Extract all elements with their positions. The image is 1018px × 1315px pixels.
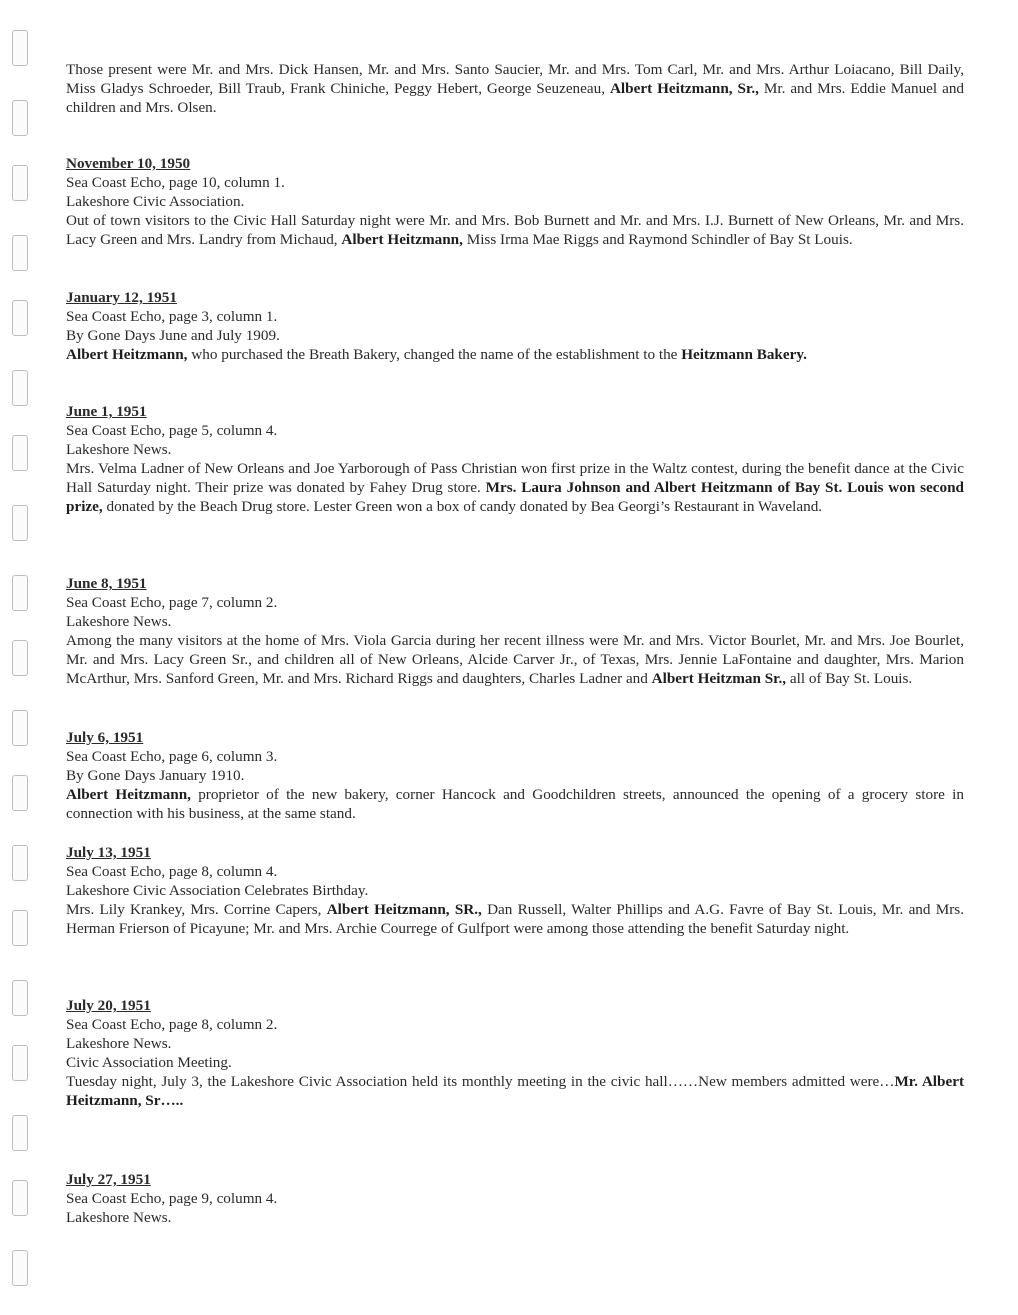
entry-text-end: Dan Russell, Walter Phillips and A.G. Favre of Bay St. Louis, Mr. and Mrs. Herman Frierson of Picayune; Mr. and Mrs. Archie Courrege of Gulfport were among those attending the benefit Saturday night. — [66, 901, 964, 938]
entry-bold-name: Albert Heitzmann, — [341, 231, 463, 249]
entry-body — [66, 631, 964, 688]
entry-jul-20-1951 — [66, 996, 964, 1111]
entry-text: who purchased the Breath Bakery, changed the name of the establishment to the — [187, 346, 682, 364]
entry-text-end: Miss Irma Mae Riggs and Raymond Schindler of Bay St Louis. — [462, 231, 853, 249]
entry-nov-10-1950 — [66, 154, 964, 249]
entry-bold-bakery: Heitzmann Bakery. — [681, 346, 807, 364]
binder-hole — [12, 640, 28, 676]
binder-hole — [12, 1115, 28, 1151]
entry-text-end: all of Bay St. Louis. — [786, 670, 913, 688]
entry-jul-27-1951 — [66, 1170, 964, 1227]
entry-jul-13-1951 — [66, 843, 964, 938]
entry-text: proprietor of the new bakery, corner Hancock and Goodchildren streets, announced the opening of a grocery store in connection with his business, at the same stand. — [66, 786, 964, 823]
binder-hole — [12, 30, 28, 66]
binder-hole — [12, 100, 28, 136]
binder-hole — [12, 435, 28, 471]
binder-hole — [12, 1250, 28, 1286]
entry-section: Lakeshore Civic Association. — [66, 193, 245, 211]
binder-holes — [0, 0, 40, 1315]
entry-body — [66, 211, 964, 249]
entry-body — [66, 785, 964, 823]
entry-source: Sea Coast Echo, page 8, column 2. — [66, 1016, 278, 1034]
intro-bold-name: Albert Heitzmann, Sr., — [609, 80, 759, 98]
entry-bold-name: Mr. Albert Heitzmann, Sr….. — [66, 1073, 965, 1110]
binder-hole — [12, 235, 28, 271]
entry-source: Sea Coast Echo, page 7, column 2. — [66, 594, 278, 612]
intro-text-end: Mr. and Mrs. Eddie Manuel and children and Mrs. Olsen. — [66, 80, 965, 117]
entry-jul-6-1951 — [66, 728, 964, 823]
entry-body — [66, 459, 964, 516]
entry-text: Among the many visitors at the home of Mrs. Viola Garcia during her recent illness were Mr. and Mrs. Victor Bourlet, Mr. and Mrs. Joe Bourlet, Mr. and Mrs. Lacy Green Sr., and children all of New Orleans, Alcide Carver Jr., of Texas, Mrs. Jennie LaFontaine and daughter, Mrs. Marion McArthur, Mrs. Sanford Green, Mr. and Mrs. Richard Riggs and daughters, Charles Ladner and — [66, 632, 964, 688]
entry-body — [66, 900, 964, 938]
entry-bold-prize: Mrs. Laura Johnson and Albert Heitzmann of Bay St. Louis won second prize, — [66, 479, 964, 516]
entry-section: Lakeshore News. — [66, 1209, 172, 1227]
entry-date: November 10, 1950 — [66, 155, 191, 172]
entry-source: Sea Coast Echo, page 3, column 1. — [66, 308, 278, 326]
entry-date: July 13, 1951 — [66, 844, 151, 861]
entry-body — [66, 345, 964, 364]
binder-hole — [12, 575, 28, 611]
entry-jun-1-1951 — [66, 402, 964, 517]
entry-bold-name: Albert Heitzmann, — [66, 786, 191, 804]
entry-body — [66, 1072, 964, 1110]
intro-paragraph — [66, 60, 964, 117]
binder-hole — [12, 505, 28, 541]
binder-hole — [12, 165, 28, 201]
entry-date: January 12, 1951 — [66, 289, 177, 306]
entry-text: Mrs. Lily Krankey, Mrs. Corrine Capers, — [66, 901, 327, 919]
entry-text-end: donated by the Beach Drug store. Lester Green won a box of candy donated by Bea Georgi’s Restaurant in Waveland. — [102, 498, 823, 516]
entry-date: June 8, 1951 — [66, 575, 147, 592]
binder-hole — [12, 710, 28, 746]
binder-hole — [12, 845, 28, 881]
entry-jun-8-1951 — [66, 574, 964, 689]
entry-text: Tuesday night, July 3, the Lakeshore Civic Association held its monthly meeting in the civic hall……New members admitted were… — [66, 1073, 895, 1091]
entry-source: Sea Coast Echo, page 10, column 1. — [66, 174, 285, 192]
intro-text: Those present were Mr. and Mrs. Dick Hansen, Mr. and Mrs. Santo Saucier, Mr. and Mrs. Tom Carl, Mr. and Mrs. Arthur Loiacano, Bill Daily, Miss Gladys Schroeder, Bill Traub, Frank Chiniche, Peggy Hebert, George Seuzeneau, — [66, 61, 964, 98]
binder-hole — [12, 1045, 28, 1081]
entry-section: Lakeshore News. — [66, 613, 172, 631]
entry-source: Sea Coast Echo, page 5, column 4. — [66, 422, 278, 440]
entry-date: June 1, 1951 — [66, 403, 147, 420]
entry-bold-name: Albert Heitzmann, — [66, 346, 188, 364]
entry-section: By Gone Days January 1910. — [66, 767, 245, 785]
binder-hole — [12, 1180, 28, 1216]
entry-date: July 27, 1951 — [66, 1171, 151, 1188]
binder-hole — [12, 300, 28, 336]
entry-jan-12-1951 — [66, 288, 964, 364]
entry-source: Sea Coast Echo, page 8, column 4. — [66, 863, 278, 881]
entry-date: July 6, 1951 — [66, 729, 144, 746]
entry-bold-name: Albert Heitzman Sr., — [651, 670, 787, 688]
entry-section: Lakeshore Civic Association Celebrates Birthday. — [66, 882, 369, 900]
entry-subsection: Civic Association Meeting. — [66, 1054, 232, 1072]
entry-source: Sea Coast Echo, page 9, column 4. — [66, 1190, 278, 1208]
entry-section: Lakeshore News. — [66, 1035, 172, 1053]
entry-section: By Gone Days June and July 1909. — [66, 327, 280, 345]
binder-hole — [12, 775, 28, 811]
binder-hole — [12, 370, 28, 406]
binder-hole — [12, 980, 28, 1016]
entry-text: Mrs. Velma Ladner of New Orleans and Joe Yarborough of Pass Christian won first prize in the Waltz contest, during the benefit dance at the Civic Hall Saturday night. Their prize was donated by Fahey Drug store. — [66, 460, 964, 497]
binder-hole — [12, 910, 28, 946]
entry-text: Out of town visitors to the Civic Hall Saturday night were Mr. and Mrs. Bob Burnett and Mr. and Mrs. I.J. Burnett of New Orleans, Mr. and Mrs. Lacy Green and Mrs. Landry from Michaud, — [66, 212, 964, 249]
entry-source: Sea Coast Echo, page 6, column 3. — [66, 748, 278, 766]
entry-date: July 20, 1951 — [66, 997, 151, 1014]
entry-section: Lakeshore News. — [66, 441, 172, 459]
entry-bold-name: Albert Heitzmann, SR., — [326, 901, 482, 919]
